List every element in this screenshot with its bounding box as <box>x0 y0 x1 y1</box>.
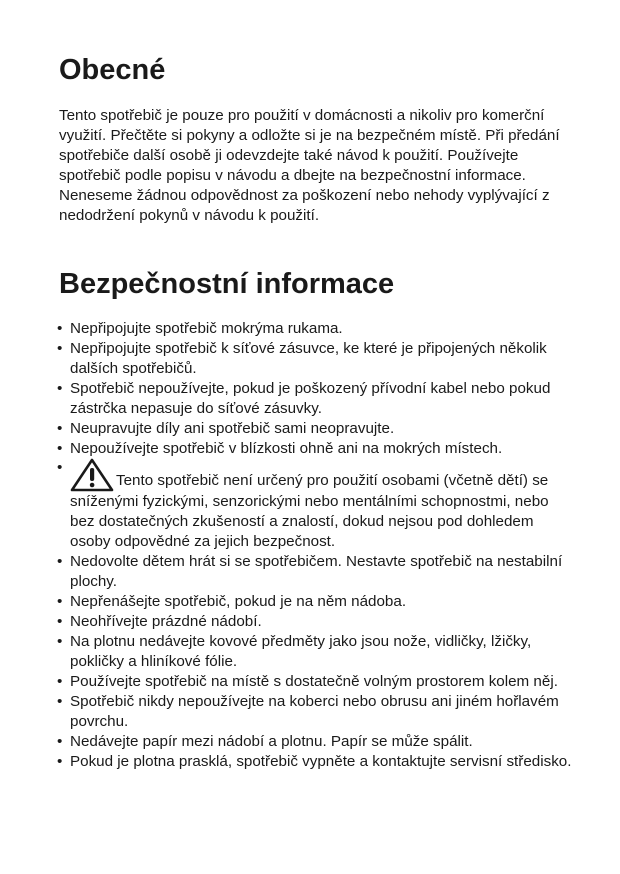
section-title-safety: Bezpečnostní informace <box>59 268 395 300</box>
warning-text: Tento spotřebič není určený pro použití osobami (včetně dětí) se sníženými fyzickými, senzorickými nebo mentálními schopnostmi, nebo bez dostatečných zkušeností a znalostí, dokud nejsou pod dohledem osoby odpovědné za jejich bezpečnost. <box>70 472 549 550</box>
safety-list-a <box>57 319 572 459</box>
list-item: • Neupravujte díly ani spotřebič sami neopravujte. <box>57 419 572 439</box>
list-item: • Spotřebič nepoužívejte, pokud je poškozený přívodní kabel nebo pokud zástrčka nepasuje do síťové zásuvky. <box>57 379 572 419</box>
list-item: • Nedávejte papír mezi nádobí a plotnu. Papír se může spálit. <box>57 732 572 752</box>
list-item: • Používejte spotřebič na místě s dostatečně volným prostorem kolem něj. <box>57 672 572 692</box>
warning-item <box>57 458 572 552</box>
list-item: • Nepřipojujte spotřebič k síťové zásuvce, ke které je připojených několik dalších spotřebičů. <box>57 339 572 379</box>
list-item: • Spotřebič nikdy nepoužívejte na koberci nebo obrusu ani jiném hořlavém povrchu. <box>57 692 572 732</box>
warning-triangle-icon <box>70 458 114 492</box>
section-title-general: Obecné <box>59 54 166 86</box>
list-item: • Neohřívejte prázdné nádobí. <box>57 612 572 632</box>
general-paragraph: Tento spotřebič je pouze pro použití v domácnosti a nikoliv pro komerční využití. Přečtěte si pokyny a odložte si je na bezpečném místě. Při předání spotřebiče další osobě ji odevzdejte také návod k použití. Používejte spotřebič podle popisu v návodu a dbejte na bezpečnostní informace. Neneseme žádnou odpovědnost za poškození nebo nehody vyplývající z nedodržení pokynů v návodu k použití. <box>59 107 560 224</box>
list-item: • Pokud je plotna prasklá, spotřebič vypněte a kontaktujte servisní středisko. <box>57 752 572 772</box>
list-item: • Nedovolte dětem hrát si se spotřebičem. Nestavte spotřebič na nestabilní plochy. <box>57 552 572 592</box>
list-item: • Na plotnu nedávejte kovové předměty jako jsou nože, vidličky, lžičky, pokličky a hliníkové fólie. <box>57 632 572 672</box>
list-item: • Nepoužívejte spotřebič v blízkosti ohně ani na mokrých místech. <box>57 439 572 459</box>
list-item: • Nepřenášejte spotřebič, pokud je na něm nádoba. <box>57 592 572 612</box>
list-item: • Nepřipojujte spotřebič mokrýma rukama. <box>57 319 572 339</box>
safety-list-b <box>57 458 572 772</box>
